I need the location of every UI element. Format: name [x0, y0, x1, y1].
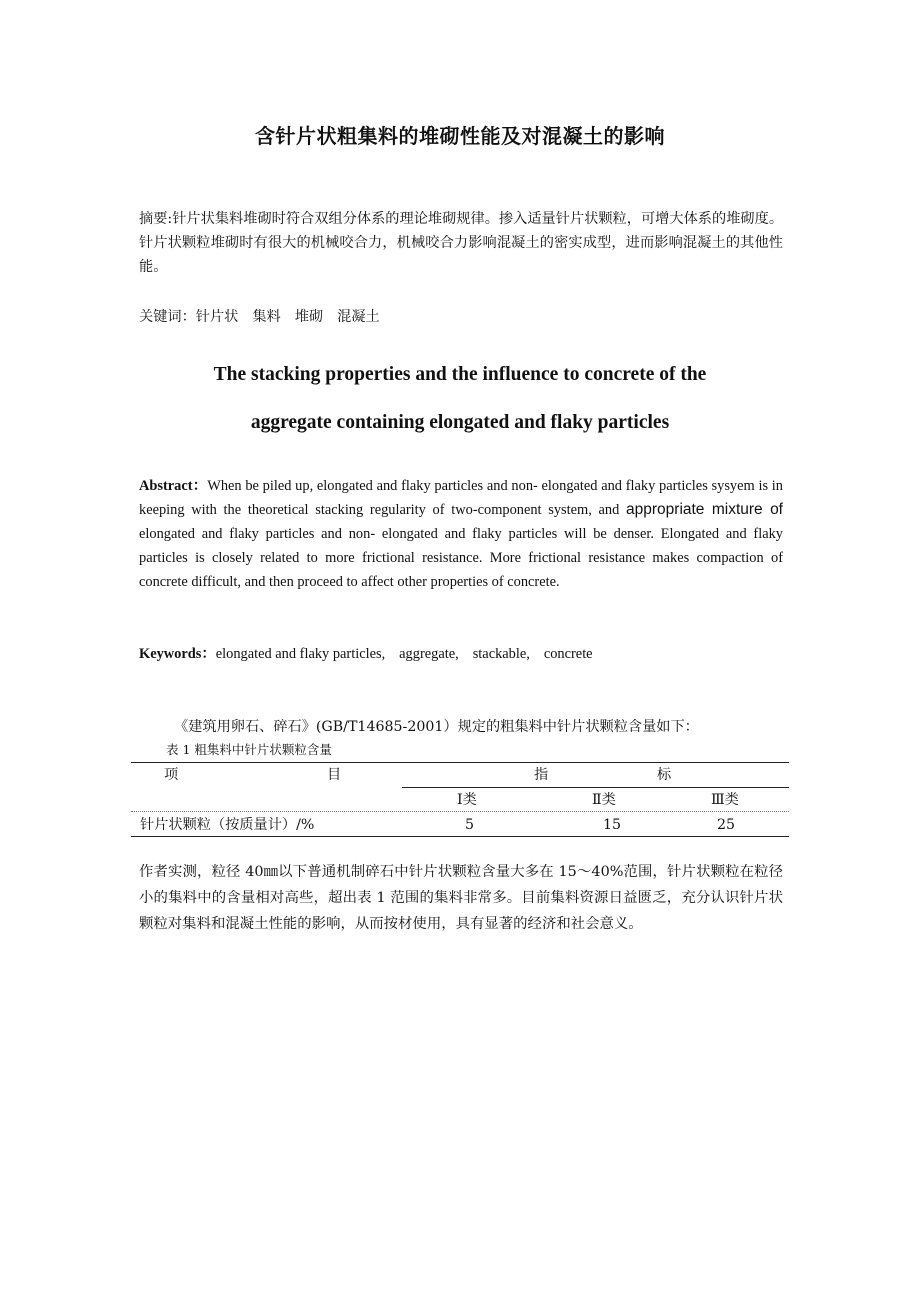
english-abstract	[139, 474, 783, 594]
chinese-keyword: 针片状	[195, 309, 239, 325]
chinese-keywords	[139, 306, 783, 328]
table-header-index-1: 指	[534, 767, 549, 783]
chinese-keywords-label: 关键词：	[139, 309, 196, 325]
english-title-line-1: The stacking properties and the influence to concrete of the	[213, 364, 707, 385]
english-keyword: stackable,	[472, 646, 530, 662]
english-keywords	[139, 643, 783, 665]
english-title-line-2: aggregate containing elongated and flaky particles	[250, 412, 670, 433]
table-header-item-1: 项	[164, 767, 179, 783]
table-top-rule	[131, 762, 789, 763]
table-row-label: 针片状颗粒（按质量计）/%	[140, 817, 315, 833]
english-abstract-text-1: When be piled up, elongated and flaky particles and non- elongated and flaky particles sysyem is in keeping with the theoretical stacking regularity of two-component system, and	[139, 478, 783, 518]
english-keyword: concrete	[543, 646, 593, 662]
table-header-item-2: 目	[327, 767, 342, 783]
table-header-rule	[402, 787, 789, 788]
table-value-class-1: 5	[465, 817, 475, 833]
table-value-class-3: 25	[717, 817, 736, 833]
standard-intro: 《建筑用卵石、碎石》(GB/T14685-2001）规定的粗集料中针片状颗粒含量如下：	[174, 719, 699, 735]
table-class-3: Ⅲ类	[711, 792, 739, 808]
table-header-separator	[131, 811, 789, 812]
english-keywords-label: Keywords：	[139, 646, 216, 662]
chinese-keyword: 堆砌	[294, 309, 324, 325]
table-class-2: Ⅱ类	[592, 792, 616, 808]
aggregate-table	[131, 762, 789, 838]
chinese-keyword: 混凝土	[337, 309, 380, 325]
chinese-keyword: 集料	[252, 309, 281, 325]
chinese-abstract-label: 摘要:	[139, 211, 173, 227]
table-bottom-rule	[131, 836, 789, 837]
chinese-abstract	[139, 207, 783, 279]
english-abstract-label: Abstract：	[139, 478, 208, 494]
table-class-1: Ⅰ类	[457, 792, 477, 808]
english-abstract-text-2: elongated and flaky particles and non- elongated and flaky particles will be denser. Elongated and flaky particles is closely related to more frictional resistance. More frictional resistance makes compaction of concrete difficult, and then proceed to affect other properties of concrete.	[139, 526, 783, 590]
english-abstract-text-big: appropriate mixture of	[626, 501, 783, 518]
chinese-abstract-text: 针片状集料堆砌时符合双组分体系的理论堆砌规律。掺入适量针片状颗粒，可增大体系的堆砌度。针片状颗粒堆砌时有很大的机械咬合力，机械咬合力影响混凝土的密实成型，进而影响混凝土的其他性能。	[139, 211, 784, 275]
english-keyword: aggregate,	[399, 646, 459, 662]
table-value-class-2: 15	[603, 817, 622, 833]
english-keyword: elongated and flaky particles,	[215, 646, 386, 662]
body-paragraph: 作者实测，粒径 40㎜以下普通机制碎石中针片状颗粒含量大多在 15～40%范围，针片状颗粒在粒径小的集料中的含量相对高些，超出表 1 范围的集料非常多。目前集料资源日益匮乏，充分认识针片状颗粒对集料和混凝土性能的影响，从而按材使用，具有显著的经济和社会意义。	[139, 864, 783, 932]
table-header-index-2: 标	[657, 767, 672, 783]
chinese-title: 含针片状粗集料的堆砌性能及对混凝土的影响	[255, 124, 665, 148]
table-caption: 表 1 粗集料中针片状颗粒含量	[166, 742, 332, 757]
